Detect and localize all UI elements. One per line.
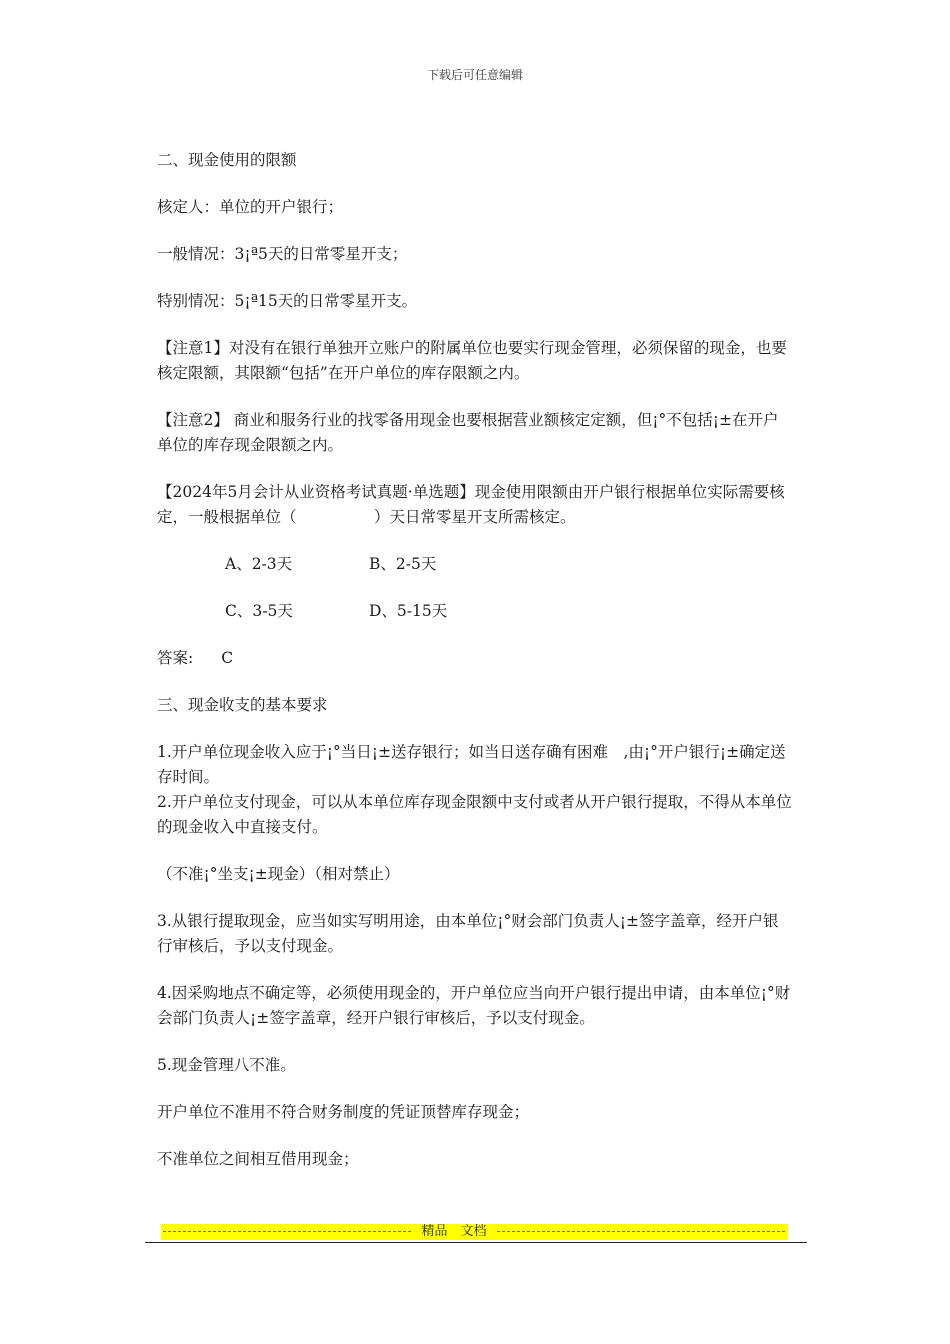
requirement-2-note: （不准¡°坐支¡±现金）（相对禁止）	[157, 865, 400, 883]
requirement-4: 4.因采购地点不确定等，必须使用现金的，开户单位应当向开户银行提出申请，由本单位¡°财会部门负责人¡±签字盖章，经开户银行审核后，予以支付现金。	[157, 984, 791, 1027]
special-case-line: 特别情况：5¡ª15天的日常零星开支。	[157, 292, 418, 310]
option-c: C、3-5天	[225, 602, 293, 620]
options-row-1	[157, 552, 793, 577]
exam-question: 【2024年5月会计从业资格考试真题·单选题】现金使用限额由开户银行根据单位实际需要核定，一般根据单位（ ）天日常零星开支所需核定。	[157, 483, 785, 526]
rule-1: 开户单位不准用不符合财务制度的凭证顶替库存现金；	[157, 1103, 530, 1121]
answer-label: 答案:	[157, 649, 194, 667]
rule-2: 不准单位之间相互借用现金；	[157, 1150, 359, 1168]
section-title-cash-limit: 二、现金使用的限额	[157, 151, 297, 169]
footer-text: 精品 文档	[421, 1224, 487, 1239]
footer-dash-left	[163, 1231, 411, 1232]
approver-line: 核定人：单位的开户银行；	[157, 198, 344, 216]
document-body	[157, 148, 793, 1172]
requirement-5: 5.现金管理八不准。	[157, 1056, 296, 1074]
option-a: A、2-3天	[225, 555, 293, 573]
answer-line	[157, 646, 793, 671]
page-header: 下载后可任意编辑	[426, 68, 523, 82]
footer-rule	[145, 1242, 807, 1243]
answer-value: C	[221, 649, 234, 667]
options-row-2	[157, 599, 793, 624]
footer-band	[161, 1224, 788, 1240]
footer-dash-right	[497, 1231, 785, 1232]
section-title-requirements: 三、现金收支的基本要求	[157, 696, 328, 714]
requirement-3: 3.从银行提取现金，应当如实写明用途，由本单位¡°财会部门负责人¡±签字盖章，经开户银行审核后，予以支付现金。	[157, 912, 779, 955]
requirement-2: 2.开户单位支付现金，可以从本单位库存现金限额中支付或者从开户银行提取，不得从本单位的现金收入中直接支付。	[157, 793, 792, 836]
option-d: D、5-15天	[369, 602, 448, 620]
general-case-line: 一般情况：3¡ª5天的日常零星开支；	[157, 245, 408, 263]
option-b: B、2-5天	[369, 555, 437, 573]
note-2: 【注意2】 商业和服务行业的找零备用现金也要根据营业额核定定额，但¡°不包括¡±在开户单位的库存现金限额之内。	[157, 411, 779, 454]
requirement-1: 1.开户单位现金收入应于¡°当日¡±送存银行；如当日送存确有困难 ,由¡°开户银行¡±确定送存时间。	[157, 743, 786, 786]
note-1: 【注意1】对没有在银行单独开立账户的附属单位也要实行现金管理，必须保留的现金，也要核定限额，其限额“包括”在开户单位的库存限额之内。	[157, 339, 787, 382]
